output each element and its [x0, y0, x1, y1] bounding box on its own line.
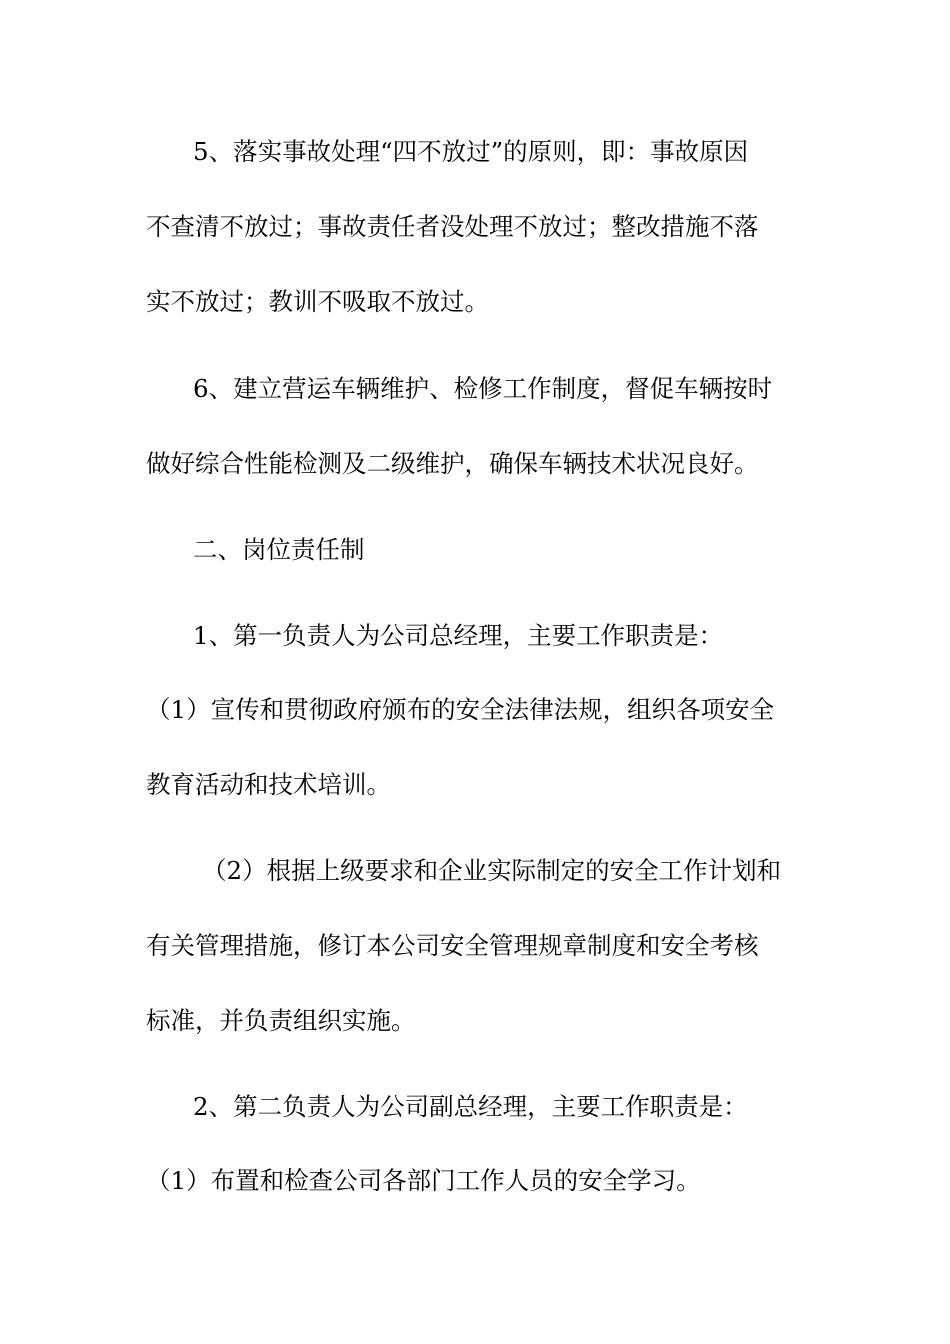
paragraph-5-line-1: 5、落实事故处理“四不放过”的原则，即：事故原因: [193, 137, 749, 166]
paragraph-6-line-1: 6、建立营运车辆维护、检修工作制度，督促车辆按时: [193, 374, 773, 403]
item-1-sub-2-line-3: 标准，并负责组织实施。: [146, 1006, 416, 1035]
paragraph-5-line-3: 实不放过；教训不吸取不放过。: [146, 287, 489, 316]
item-1-sub-2-line-2: 有关管理措施，修订本公司安全管理规章制度和安全考核: [146, 931, 759, 960]
paragraph-6-line-2: 做好综合性能检测及二级维护，确保车辆技术状况良好。: [146, 449, 759, 478]
paragraph-5-line-2: 不查清不放过；事故责任者没处理不放过；整改措施不落: [146, 212, 759, 241]
section-heading-2: 二、岗位责任制: [193, 535, 365, 564]
item-1-sub-1-line-2: 教育活动和技术培训。: [146, 770, 391, 799]
item-1-heading: 1、第一负责人为公司总经理，主要工作职责是：: [193, 621, 724, 650]
item-2-heading: 2、第二负责人为公司副总经理，主要工作职责是：: [193, 1092, 748, 1121]
item-2-sub-1-line-1: （1）布置和检查公司各部门工作人员的安全学习。: [146, 1166, 701, 1195]
item-1-sub-2-line-1: （2）根据上级要求和企业实际制定的安全工作计划和: [202, 856, 782, 885]
item-1-sub-1-line-1: （1）宣传和贯彻政府颁布的安全法律法规，组织各项安全: [146, 695, 775, 724]
